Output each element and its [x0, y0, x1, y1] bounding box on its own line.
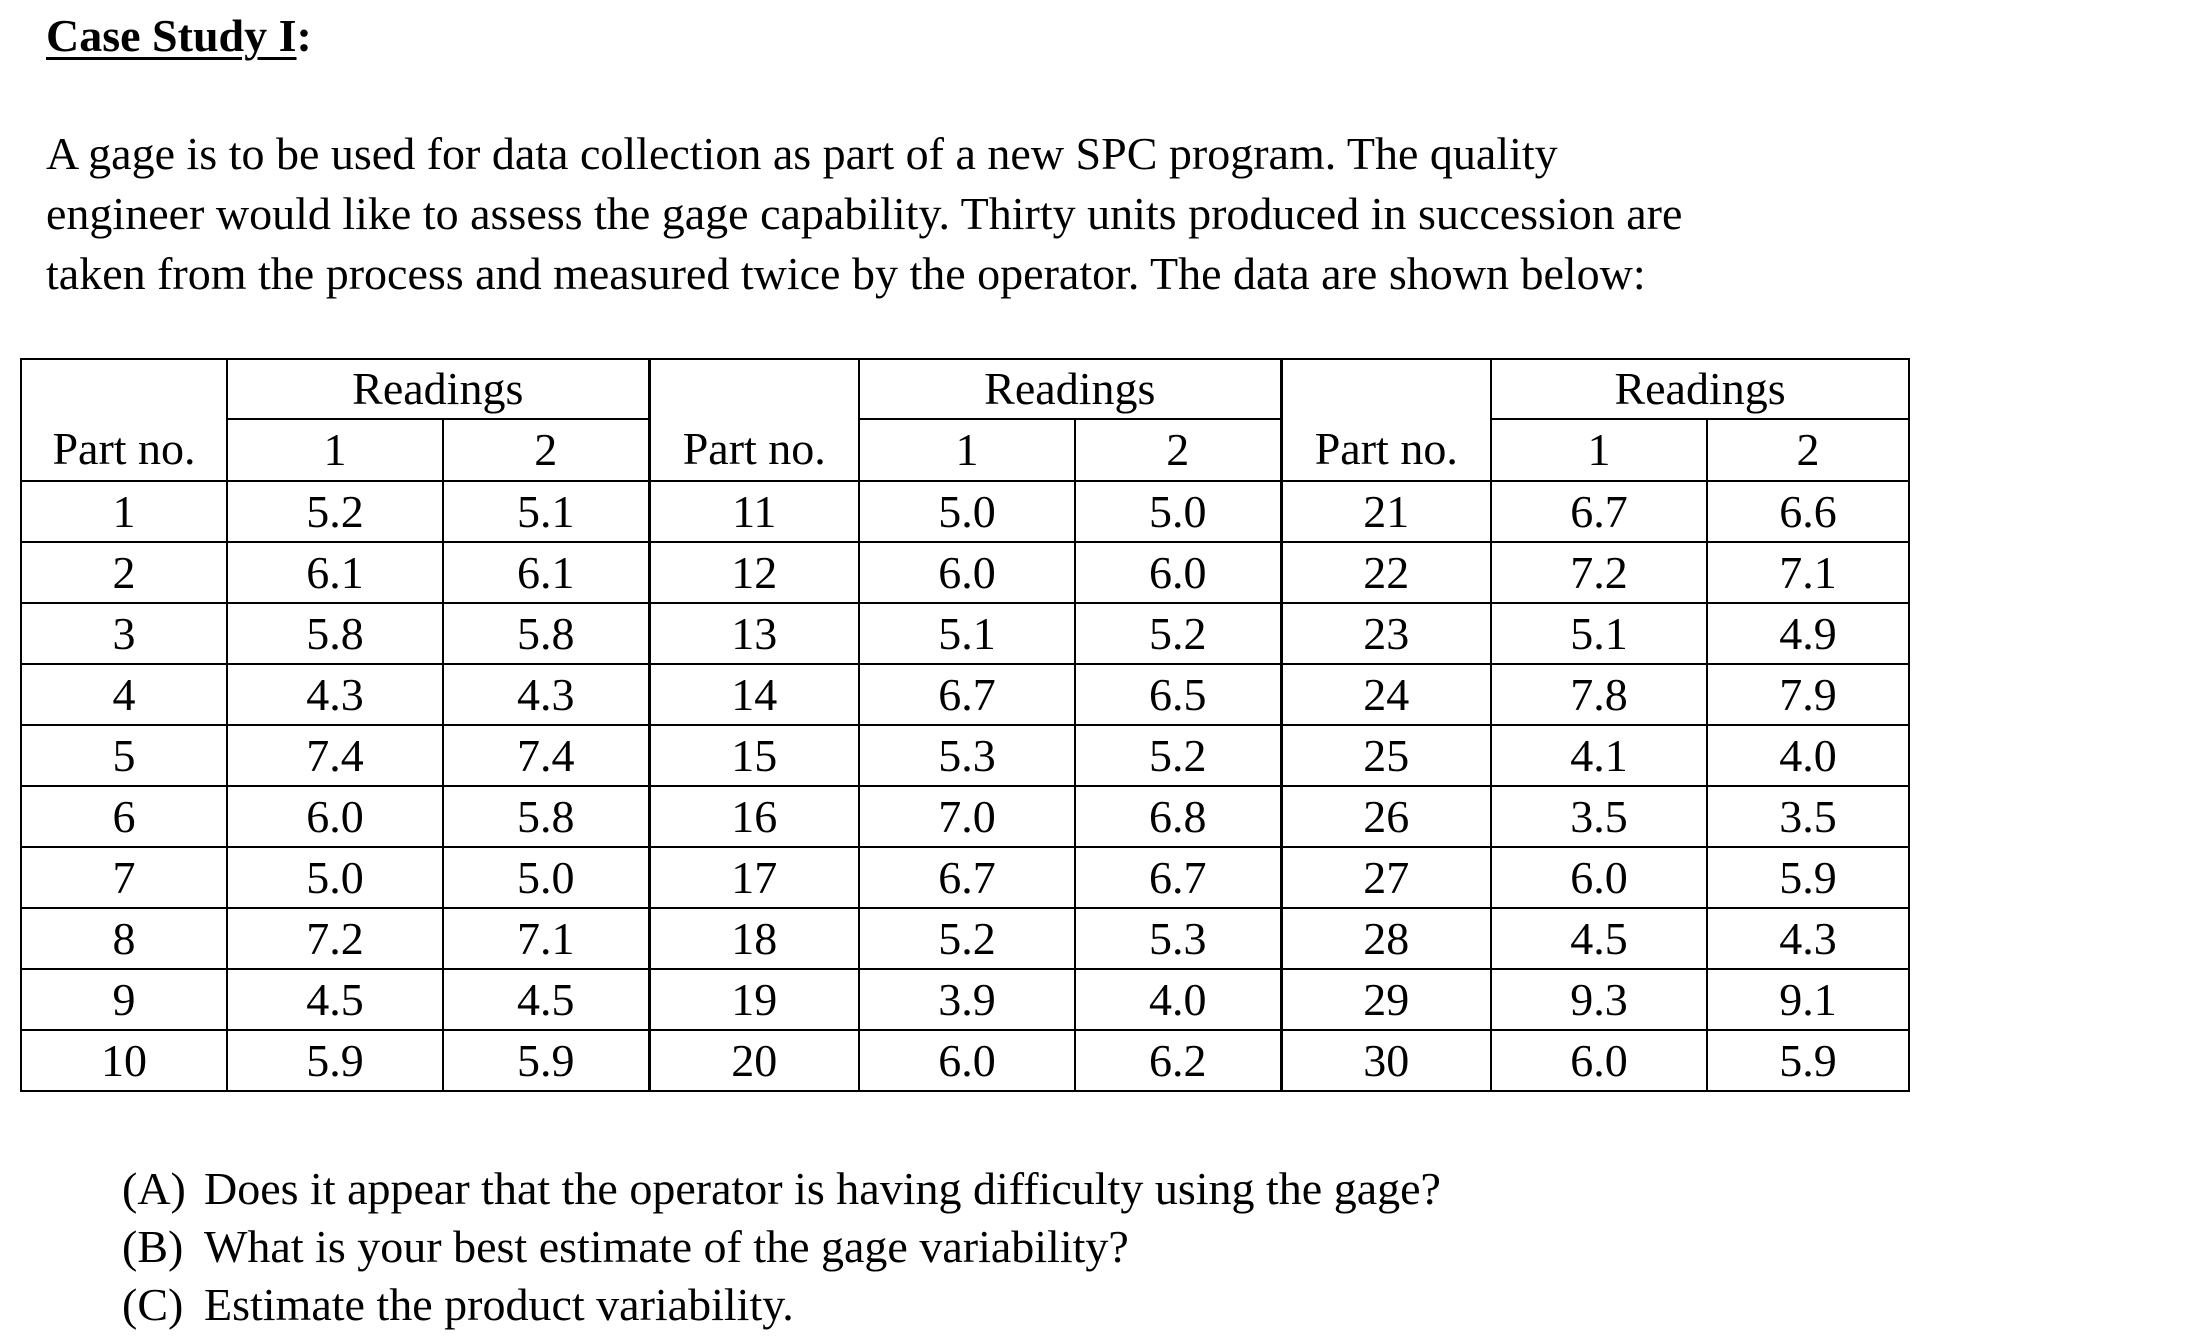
table-row: [21, 1030, 1909, 1091]
reading-1-cell: 6.0: [859, 542, 1075, 603]
reading-2-cell: 6.7: [1075, 847, 1281, 908]
table-row: [21, 908, 1909, 969]
reading-1-cell: 5.1: [859, 603, 1075, 664]
gage-data-table: [20, 358, 1910, 1092]
question-list: [122, 1160, 1441, 1334]
problem-statement-line: A gage is to be used for data collection as part of a new SPC program. The quality: [46, 128, 1558, 179]
reading-2-header: 2: [1075, 419, 1281, 481]
question-text: Does it appear that the operator is having difficulty using the gage?: [204, 1163, 1441, 1214]
question-text: Estimate the product variability.: [204, 1279, 794, 1330]
part-number-cell: 6: [21, 786, 227, 847]
question-letter: (A): [122, 1163, 186, 1214]
readings-header: Readings: [1491, 359, 1909, 419]
reading-2-cell: 5.0: [443, 847, 649, 908]
reading-1-header: 1: [859, 419, 1075, 481]
reading-1-cell: 5.9: [227, 1030, 443, 1091]
part-number-cell: 12: [649, 542, 859, 603]
problem-statement-line: engineer would like to assess the gage capability. Thirty units produced in succession are: [46, 188, 1683, 239]
reading-1-header: 1: [227, 419, 443, 481]
reading-1-cell: 6.7: [859, 847, 1075, 908]
reading-2-cell: 5.3: [1075, 908, 1281, 969]
table-header-row-readings: [21, 359, 1909, 419]
part-number-cell: 4: [21, 664, 227, 725]
question-item: [122, 1218, 1441, 1276]
reading-1-cell: 5.2: [859, 908, 1075, 969]
part-number-cell: 18: [649, 908, 859, 969]
reading-1-cell: 5.8: [227, 603, 443, 664]
table-row: [21, 542, 1909, 603]
reading-1-cell: 5.3: [859, 725, 1075, 786]
reading-1-cell: 4.5: [1491, 908, 1707, 969]
part-number-cell: 22: [1281, 542, 1491, 603]
part-number-cell: 26: [1281, 786, 1491, 847]
part-number-cell: 16: [649, 786, 859, 847]
question-item: [122, 1276, 1441, 1334]
reading-2-cell: 6.1: [443, 542, 649, 603]
reading-1-cell: 6.0: [859, 1030, 1075, 1091]
reading-1-cell: 3.5: [1491, 786, 1707, 847]
reading-2-cell: 5.1: [443, 481, 649, 542]
part-number-cell: 21: [1281, 481, 1491, 542]
reading-2-cell: 3.5: [1707, 786, 1909, 847]
reading-1-cell: 4.3: [227, 664, 443, 725]
part-number-cell: 15: [649, 725, 859, 786]
reading-2-cell: 6.0: [1075, 542, 1281, 603]
table-row: [21, 664, 1909, 725]
reading-1-cell: 6.1: [227, 542, 443, 603]
part-number-cell: 17: [649, 847, 859, 908]
part-number-cell: 9: [21, 969, 227, 1030]
part-number-cell: 19: [649, 969, 859, 1030]
part-number-cell: 25: [1281, 725, 1491, 786]
reading-1-cell: 5.0: [227, 847, 443, 908]
gage-data-table-body: [21, 359, 1909, 1091]
part-number-cell: 11: [649, 481, 859, 542]
case-study-title: Case Study I: [46, 10, 297, 61]
reading-2-cell: 4.0: [1075, 969, 1281, 1030]
reading-1-cell: 4.5: [227, 969, 443, 1030]
table-row: [21, 786, 1909, 847]
reading-2-cell: 5.9: [1707, 1030, 1909, 1091]
part-no-header: Part no.: [649, 359, 859, 481]
reading-2-cell: 5.8: [443, 786, 649, 847]
reading-1-cell: 3.9: [859, 969, 1075, 1030]
reading-1-cell: 5.0: [859, 481, 1075, 542]
table-row: [21, 847, 1909, 908]
reading-2-cell: 6.2: [1075, 1030, 1281, 1091]
part-number-cell: 5: [21, 725, 227, 786]
part-number-cell: 23: [1281, 603, 1491, 664]
reading-1-cell: 6.7: [1491, 481, 1707, 542]
reading-1-cell: 7.4: [227, 725, 443, 786]
part-number-cell: 7: [21, 847, 227, 908]
part-number-cell: 20: [649, 1030, 859, 1091]
reading-1-cell: 6.0: [227, 786, 443, 847]
reading-2-cell: 4.5: [443, 969, 649, 1030]
part-number-cell: 14: [649, 664, 859, 725]
reading-1-cell: 7.8: [1491, 664, 1707, 725]
reading-2-cell: 4.3: [1707, 908, 1909, 969]
table-row: [21, 603, 1909, 664]
reading-1-cell: 7.2: [227, 908, 443, 969]
part-number-cell: 1: [21, 481, 227, 542]
part-number-cell: 8: [21, 908, 227, 969]
reading-2-cell: 5.9: [1707, 847, 1909, 908]
part-number-cell: 10: [21, 1030, 227, 1091]
reading-2-cell: 7.9: [1707, 664, 1909, 725]
reading-2-cell: 5.8: [443, 603, 649, 664]
question-letter: (B): [122, 1221, 184, 1272]
part-no-header: Part no.: [21, 359, 227, 481]
reading-2-cell: 6.6: [1707, 481, 1909, 542]
reading-2-cell: 7.1: [1707, 542, 1909, 603]
problem-statement: [46, 124, 2046, 304]
reading-1-cell: 7.2: [1491, 542, 1707, 603]
problem-statement-line: taken from the process and measured twice by the operator. The data are shown below:: [46, 248, 1646, 299]
readings-header: Readings: [859, 359, 1281, 419]
reading-2-cell: 4.9: [1707, 603, 1909, 664]
reading-2-cell: 7.1: [443, 908, 649, 969]
reading-1-cell: 6.0: [1491, 1030, 1707, 1091]
case-study-title-colon: :: [296, 10, 312, 61]
reading-2-cell: 9.1: [1707, 969, 1909, 1030]
reading-1-cell: 5.2: [227, 481, 443, 542]
case-study-heading: [46, 6, 312, 66]
reading-2-cell: 6.5: [1075, 664, 1281, 725]
part-number-cell: 30: [1281, 1030, 1491, 1091]
reading-1-cell: 7.0: [859, 786, 1075, 847]
question-letter: (C): [122, 1279, 184, 1330]
reading-2-cell: 4.0: [1707, 725, 1909, 786]
readings-header: Readings: [227, 359, 649, 419]
table-row: [21, 481, 1909, 542]
reading-2-cell: 4.3: [443, 664, 649, 725]
reading-2-cell: 6.8: [1075, 786, 1281, 847]
reading-1-cell: 6.7: [859, 664, 1075, 725]
reading-2-header: 2: [443, 419, 649, 481]
reading-1-cell: 4.1: [1491, 725, 1707, 786]
reading-1-cell: 5.1: [1491, 603, 1707, 664]
question-text: What is your best estimate of the gage variability?: [204, 1221, 1129, 1272]
reading-2-header: 2: [1707, 419, 1909, 481]
table-row: [21, 725, 1909, 786]
reading-2-cell: 5.0: [1075, 481, 1281, 542]
table-row: [21, 969, 1909, 1030]
part-number-cell: 29: [1281, 969, 1491, 1030]
part-number-cell: 3: [21, 603, 227, 664]
reading-1-cell: 6.0: [1491, 847, 1707, 908]
part-number-cell: 2: [21, 542, 227, 603]
question-item: [122, 1160, 1441, 1218]
part-number-cell: 24: [1281, 664, 1491, 725]
reading-1-cell: 9.3: [1491, 969, 1707, 1030]
part-number-cell: 27: [1281, 847, 1491, 908]
reading-1-header: 1: [1491, 419, 1707, 481]
reading-2-cell: 5.2: [1075, 725, 1281, 786]
reading-2-cell: 7.4: [443, 725, 649, 786]
part-number-cell: 28: [1281, 908, 1491, 969]
part-no-header: Part no.: [1281, 359, 1491, 481]
reading-2-cell: 5.9: [443, 1030, 649, 1091]
part-number-cell: 13: [649, 603, 859, 664]
table-header-row-reading-numbers: [21, 419, 1909, 481]
reading-2-cell: 5.2: [1075, 603, 1281, 664]
